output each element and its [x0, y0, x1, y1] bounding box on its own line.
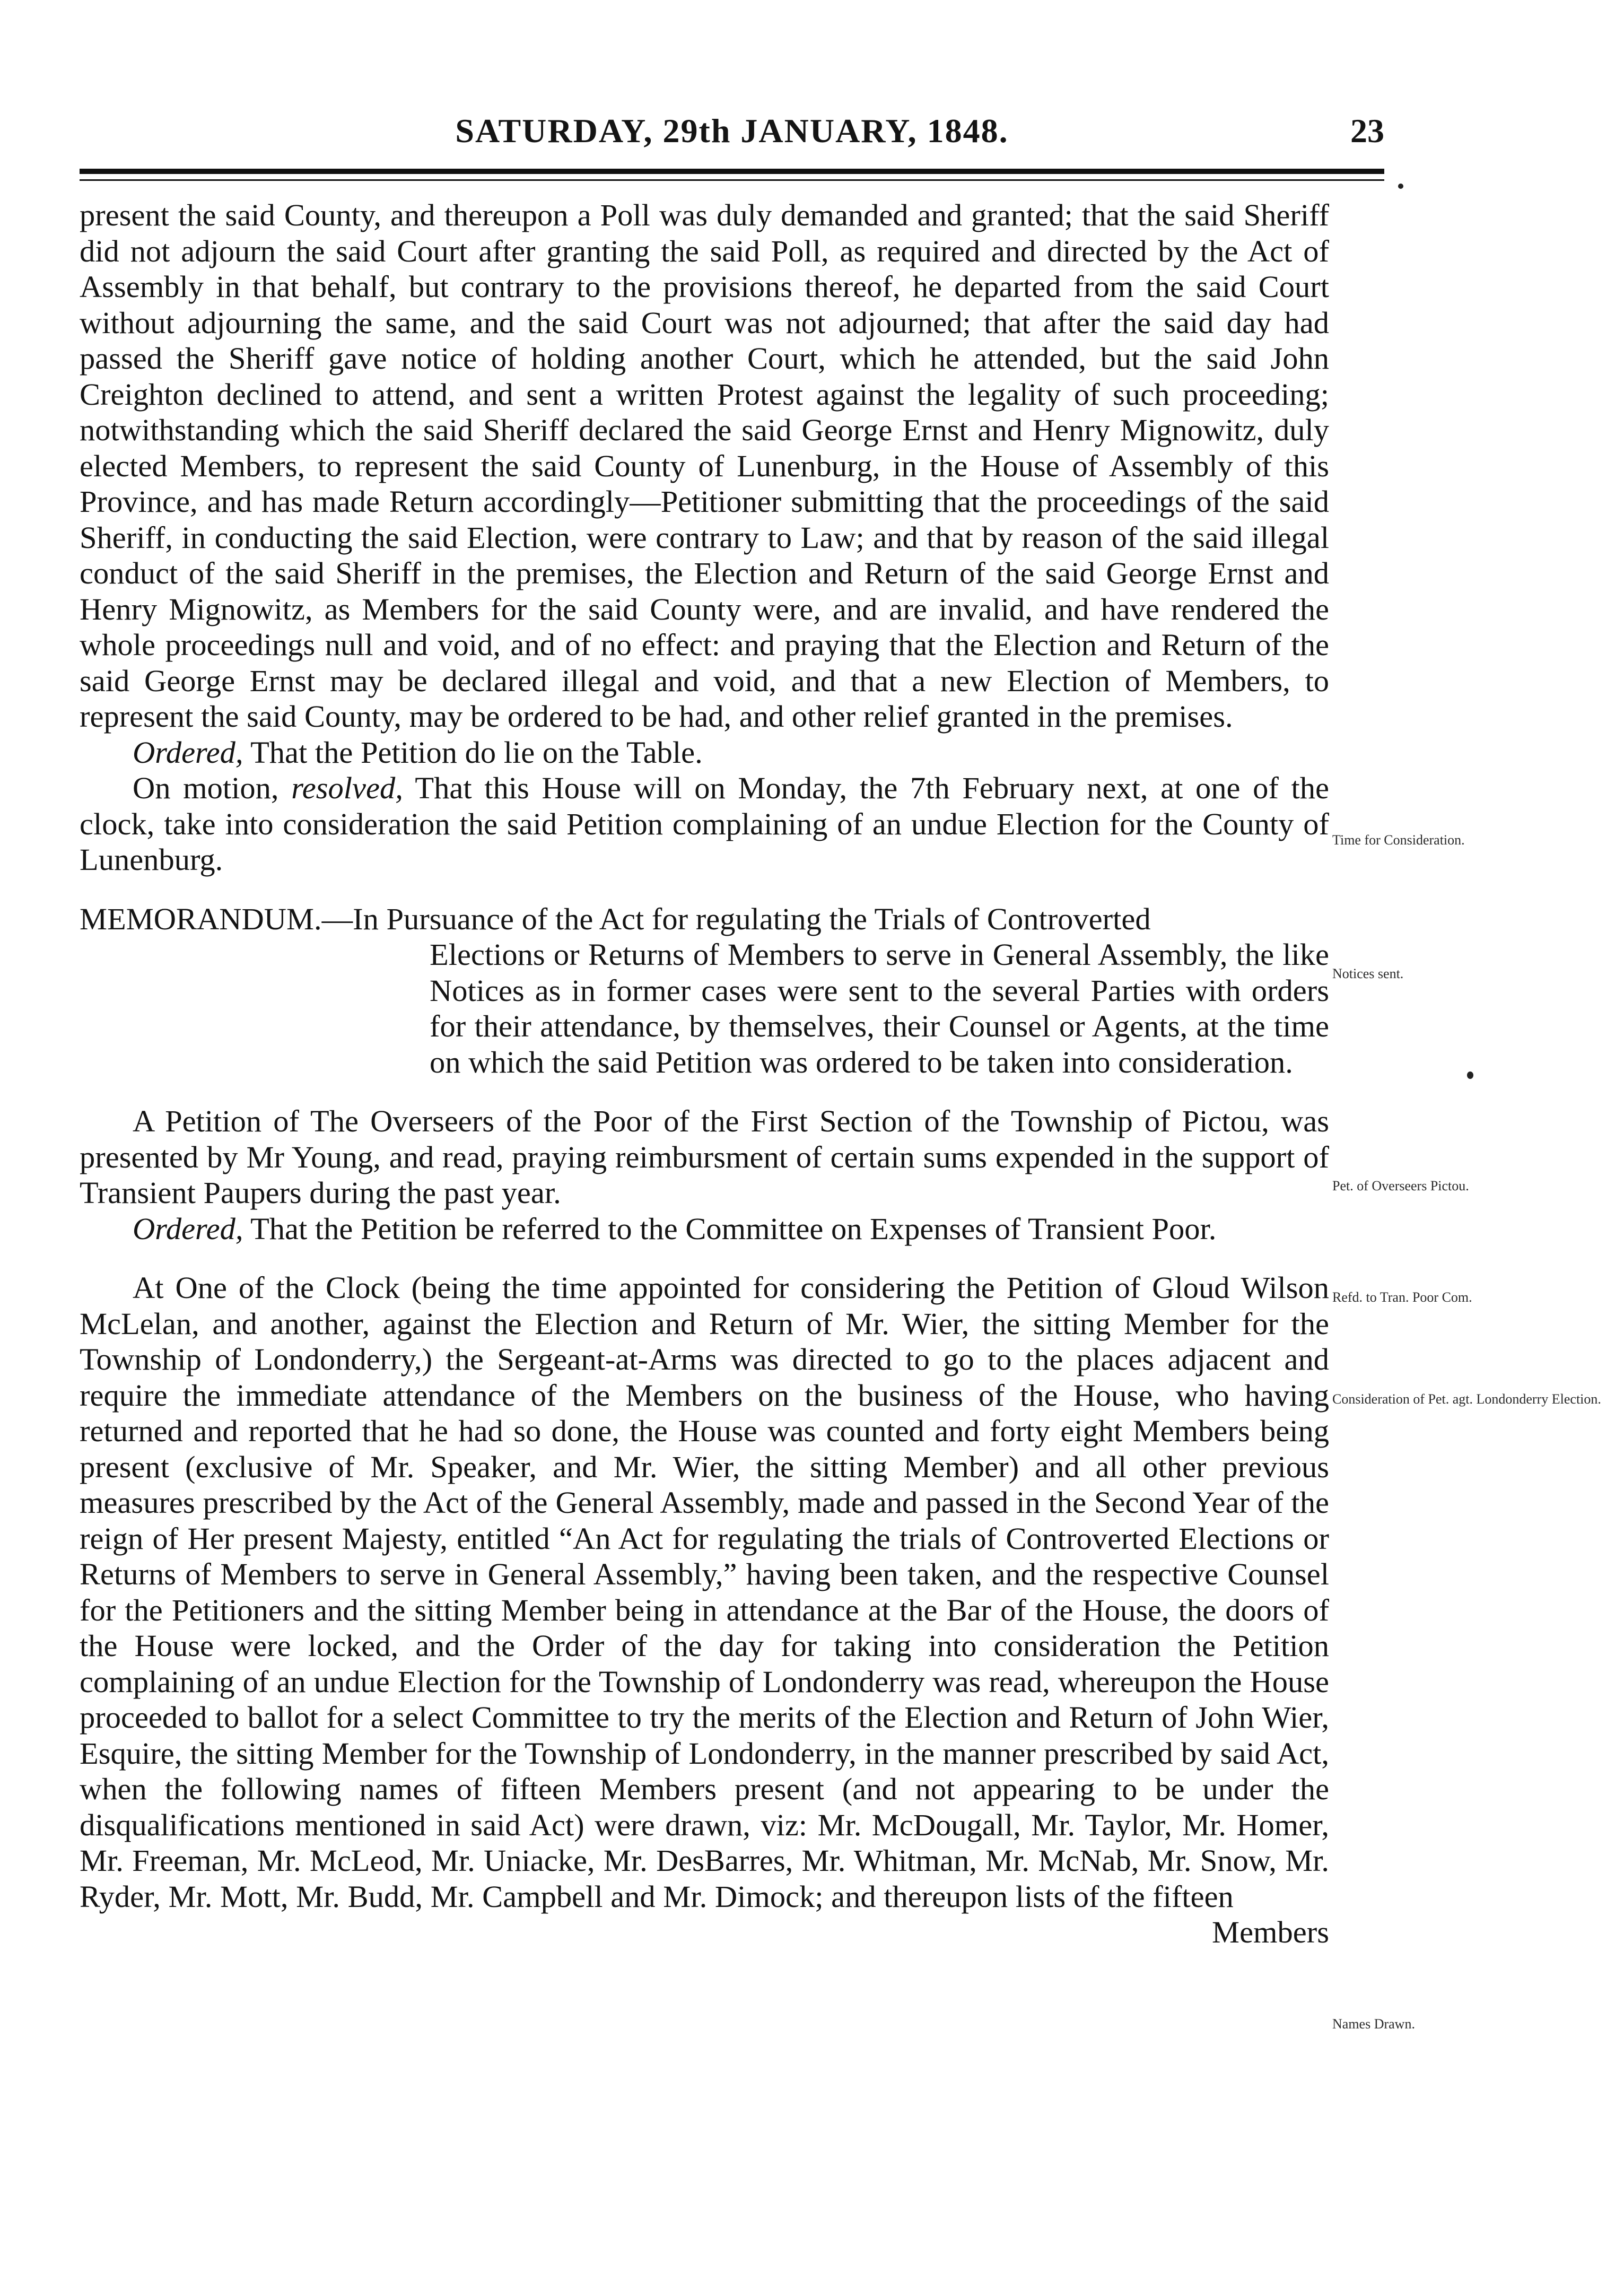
memorandum-body: Elections or Returns of Members to serve in General Assembly, the like Notices as in former cases were sent to the several Parties with orders for their attendance, by themselves, their Counsel or Agents, at the time on which the said Petition was ordered to be taken into consideration. — [430, 937, 1329, 1079]
motion-start: On motion, — [133, 771, 292, 805]
memorandum-heading: MEMORANDUM.—In Pursuance of the Act for regulating the Trials of Controverted — [80, 901, 1151, 936]
header-rule-thick — [80, 169, 1384, 174]
ordered-italic-2: Ordered, — [133, 1211, 243, 1246]
paragraph-motion-resolved — [80, 770, 1329, 878]
paragraph-overseers-petition: A Petition of The Overseers of the Poor of the First Section of the Township of Pictou, was presented by Mr Young, and read, praying reimbursment of certain sums expended in the support of Transient Paupers during the past year. — [80, 1104, 1329, 1210]
ink-speck-2 — [1398, 184, 1403, 189]
margin-note-time-consideration: Time for Consideration. — [1332, 832, 1465, 848]
ordered-text: That the Petition do lie on the Table. — [243, 735, 703, 770]
paragraph-ordered-lie-on-table — [80, 735, 1329, 771]
header-rule-thin — [80, 179, 1384, 181]
motion-text: That this House will on Monday, the 7th February next, at one of the clock, take into consideration the said Petition complaining of an undue Election for the County of Lunenburg. — [80, 771, 1329, 877]
paragraph-londonderry-ballot: At One of the Clock (being the time appointed for considering the Petition of Gloud Wilson McLelan, and another, against the Election and Return of Mr. Wier, the sitting Member for the Township of Londonderry,) the Sergeant-at-Arms was directed to go to the places adjacent and require the immediate attendance of the Members on the business of the House, who having returned and reported that he had so done, the House was counted and forty eight Members being present (exclusive of Mr. Speaker, and Mr. Wier, the sitting Member) and all other previous measures prescribed by the Act of the General Assembly, made and passed in the Second Year of the reign of Her present Majesty, entitled “An Act for regulating the trials of Controverted Elections or Returns of Members to serve in General Assembly,” having been taken, and the respective Counsel for the Petitioners and the sitting Member being in attendance at the Bar of the House, the doors of the House were locked, and the Order of the day for taking into consideration the Petition complaining of an undue Election for the Township of Londonderry was read, whereupon the House proceeded to ballot for a select Committee to try the merits of the Election and Return of John Wier, Esquire, the sitting Member for the Township of Londonderry, in the manner prescribed by said Act, when the following names of fifteen Members present (and not appearing to be under the disqualifications mentioned in said Act) were drawn, viz: Mr. McDougall, Mr. Taylor, Mr. Homer, Mr. Freeman, Mr. McLeod, Mr. Uniacke, Mr. DesBarres, Mr. Whitman, Mr. McNab, Mr. Snow, Mr. Ryder, Mr. Mott, Mr. Budd, Mr. Campbell and Mr. Dimock; and thereupon lists of the fifteen — [80, 1270, 1329, 1914]
ordered-italic: Ordered, — [133, 735, 243, 770]
page-header — [80, 111, 1384, 170]
body-text — [80, 197, 1329, 1950]
referred-text: That the Petition be referred to the Committee on Expenses of Transient Poor. — [243, 1211, 1217, 1246]
catchword: Members — [1212, 1915, 1329, 1949]
page-number: 23 — [1350, 112, 1384, 150]
margin-note-notices-sent: Notices sent. — [1332, 966, 1404, 981]
margin-note-names-drawn: Names Drawn. — [1332, 2016, 1415, 2032]
margin-note-londonderry-election: Consideration of Pet. agt. Londonderry Election. — [1332, 1391, 1601, 1407]
margin-note-pet-overseers: Pet. of Overseers Pictou. — [1332, 1178, 1469, 1194]
paragraph-ordered-referred — [80, 1211, 1329, 1247]
resolved-italic: resolved, — [291, 771, 403, 805]
running-title: SATURDAY, 29th JANUARY, 1848. — [455, 112, 1009, 150]
margin-note-refd-tran-poor: Refd. to Tran. Poor Com. — [1332, 1290, 1472, 1305]
paragraph-petition-continued: present the said County, and thereupon a Poll was duly demanded and granted; that the said Sheriff did not adjourn the said Court after granting the said Poll, as required and directed by the Act of Assembly in that behalf, but contrary to the provisions thereof, he departed from the said Court without adjourning the same, and the said Court was not adjourned; that after the said day had passed the Sheriff gave notice of holding another Court, which he attended, but the said John Creighton declined to attend, and sent a written Protest against the legality of such proceeding; notwithstanding which the said Sheriff declared the said George Ernst and Henry Mignowitz, duly elected Members, to represent the said County of Lunenburg, in the House of Assembly of this Province, and has made Return accordingly—Petitioner submitting that the proceedings of the said Sheriff, in conducting the said Election, were contrary to Law; and that by reason of the said illegal conduct of the said Sheriff in the premises, the Election and Return of the said George Ernst and Henry Mignowitz, as Members for the said County were, and are invalid, and have rendered the whole proceedings null and void, and of no effect: and praying that the Election and Return of the said George Ernst may be declared illegal and void, and that a new Election of Members, to represent the said County, may be ordered to be had, and other relief granted in the premises. — [80, 198, 1329, 734]
ink-speck — [1467, 1072, 1473, 1079]
